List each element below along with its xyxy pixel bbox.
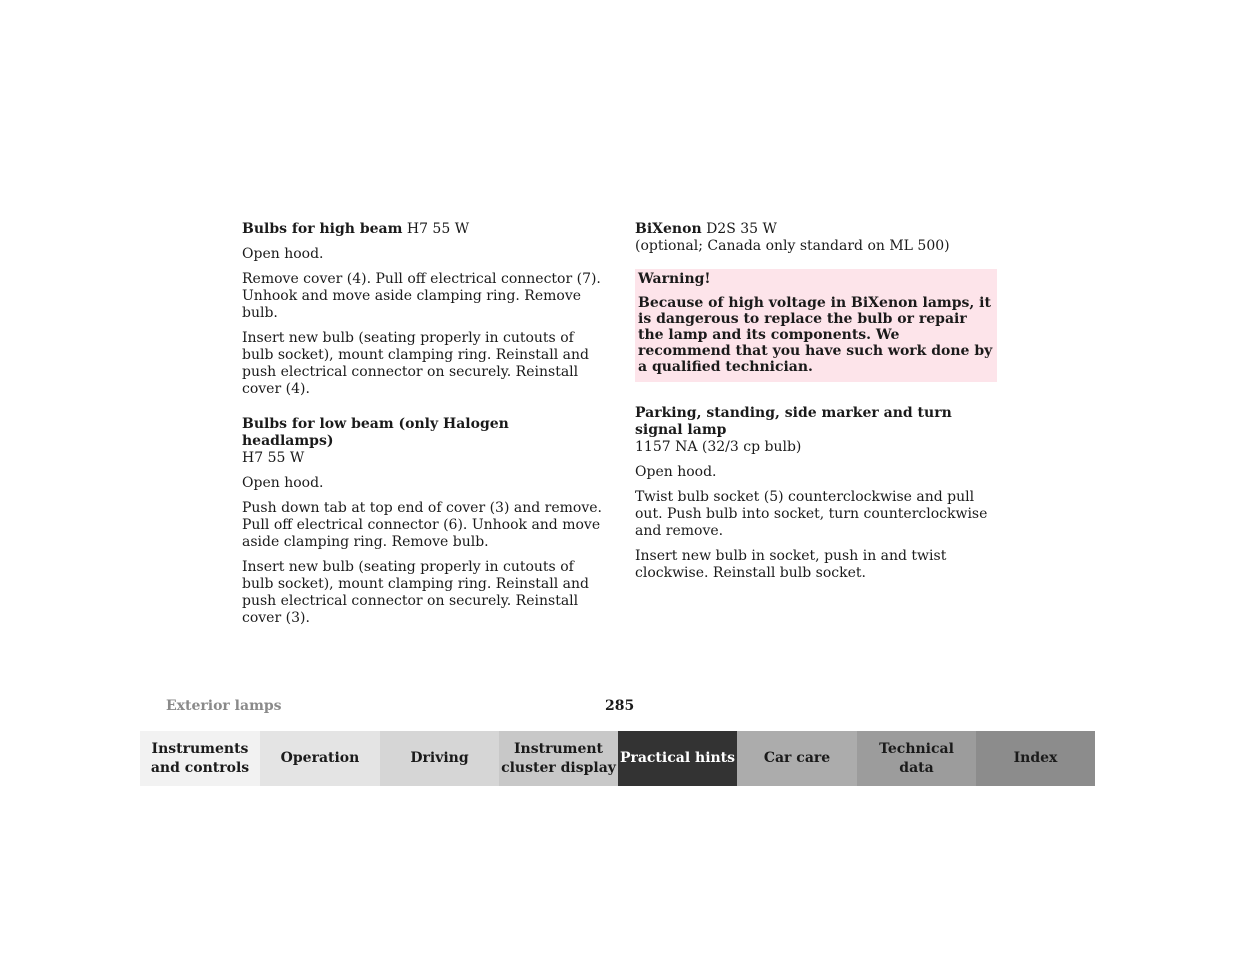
parking-lamp-step-1: Open hood. xyxy=(635,464,717,480)
high-beam-step-2: Remove cover (4). Pull off electrical connector (7). Unhook and move aside clamping ring. Remove bulb. xyxy=(242,271,601,321)
low-beam-step-3: Insert new bulb (seating properly in cutouts of bulb socket), mount clamping ring. Reinstall and push electrical connector on securely. Reinstall cover (3). xyxy=(242,559,589,626)
parking-lamp-spec: 1157 NA (32/3 cp bulb) xyxy=(635,439,802,455)
nav-tab-car-care[interactable]: Car care xyxy=(737,731,857,786)
nav-tab-practical-hints[interactable]: Practical hints xyxy=(618,731,737,786)
high-beam-step-1: Open hood. xyxy=(242,246,324,262)
high-beam-title xyxy=(242,221,602,238)
high-beam-heading: Bulbs for high beam xyxy=(242,221,403,237)
bixenon-note: (optional; Canada only standard on ML 500) xyxy=(635,238,950,254)
bixenon-heading: BiXenon xyxy=(635,221,702,237)
nav-tab-driving[interactable]: Driving xyxy=(380,731,499,786)
low-beam-step-2: Push down tab at top end of cover (3) and remove. Pull off electrical connector (6). Unhook and move aside clamping ring. Remove bulb. xyxy=(242,500,602,550)
parking-lamp-heading: Parking, standing, side marker and turn signal lamp xyxy=(635,405,952,438)
section-title: Exterior lamps xyxy=(166,698,282,714)
low-beam-step-1: Open hood. xyxy=(242,475,324,491)
warning-text: Because of high voltage in BiXenon lamps, it is dangerous to replace the bulb or repair the lamp and its components. We recommend that you have such work done by a qualified technician. xyxy=(638,295,993,375)
chapter-nav xyxy=(140,731,1095,786)
bixenon-title xyxy=(635,221,997,255)
high-beam-step-3: Insert new bulb (seating properly in cutouts of bulb socket), mount clamping ring. Reinstall and push electrical connector on securely. Reinstall cover (4). xyxy=(242,330,589,397)
nav-tab-index[interactable]: Index xyxy=(976,731,1095,786)
warning-title: Warning! xyxy=(638,271,711,287)
nav-tab-operation[interactable]: Operation xyxy=(260,731,380,786)
nav-tab-instruments-and-controls[interactable]: Instruments and controls xyxy=(140,731,260,786)
low-beam-heading: Bulbs for low beam (only Halogen headlamps) xyxy=(242,416,509,449)
bixenon-spec: D2S 35 W xyxy=(701,221,777,237)
parking-lamp-step-2: Twist bulb socket (5) counterclockwise and pull out. Push bulb into socket, turn counterclockwise and remove. xyxy=(635,489,988,539)
low-beam-spec: H7 55 W xyxy=(242,450,305,466)
parking-lamp-title xyxy=(635,405,997,456)
parking-lamp-step-3: Insert new bulb in socket, push in and twist clockwise. Reinstall bulb socket. xyxy=(635,548,947,581)
right-column xyxy=(635,221,997,590)
warning-box xyxy=(635,269,997,382)
page-number: 285 xyxy=(605,698,635,714)
nav-tab-instrument-cluster-display[interactable]: Instrument cluster display xyxy=(499,731,618,786)
high-beam-spec: H7 55 W xyxy=(402,221,470,237)
nav-tab-technical-data[interactable]: Technical data xyxy=(857,731,976,786)
low-beam-title xyxy=(242,416,602,467)
left-column xyxy=(242,221,602,635)
